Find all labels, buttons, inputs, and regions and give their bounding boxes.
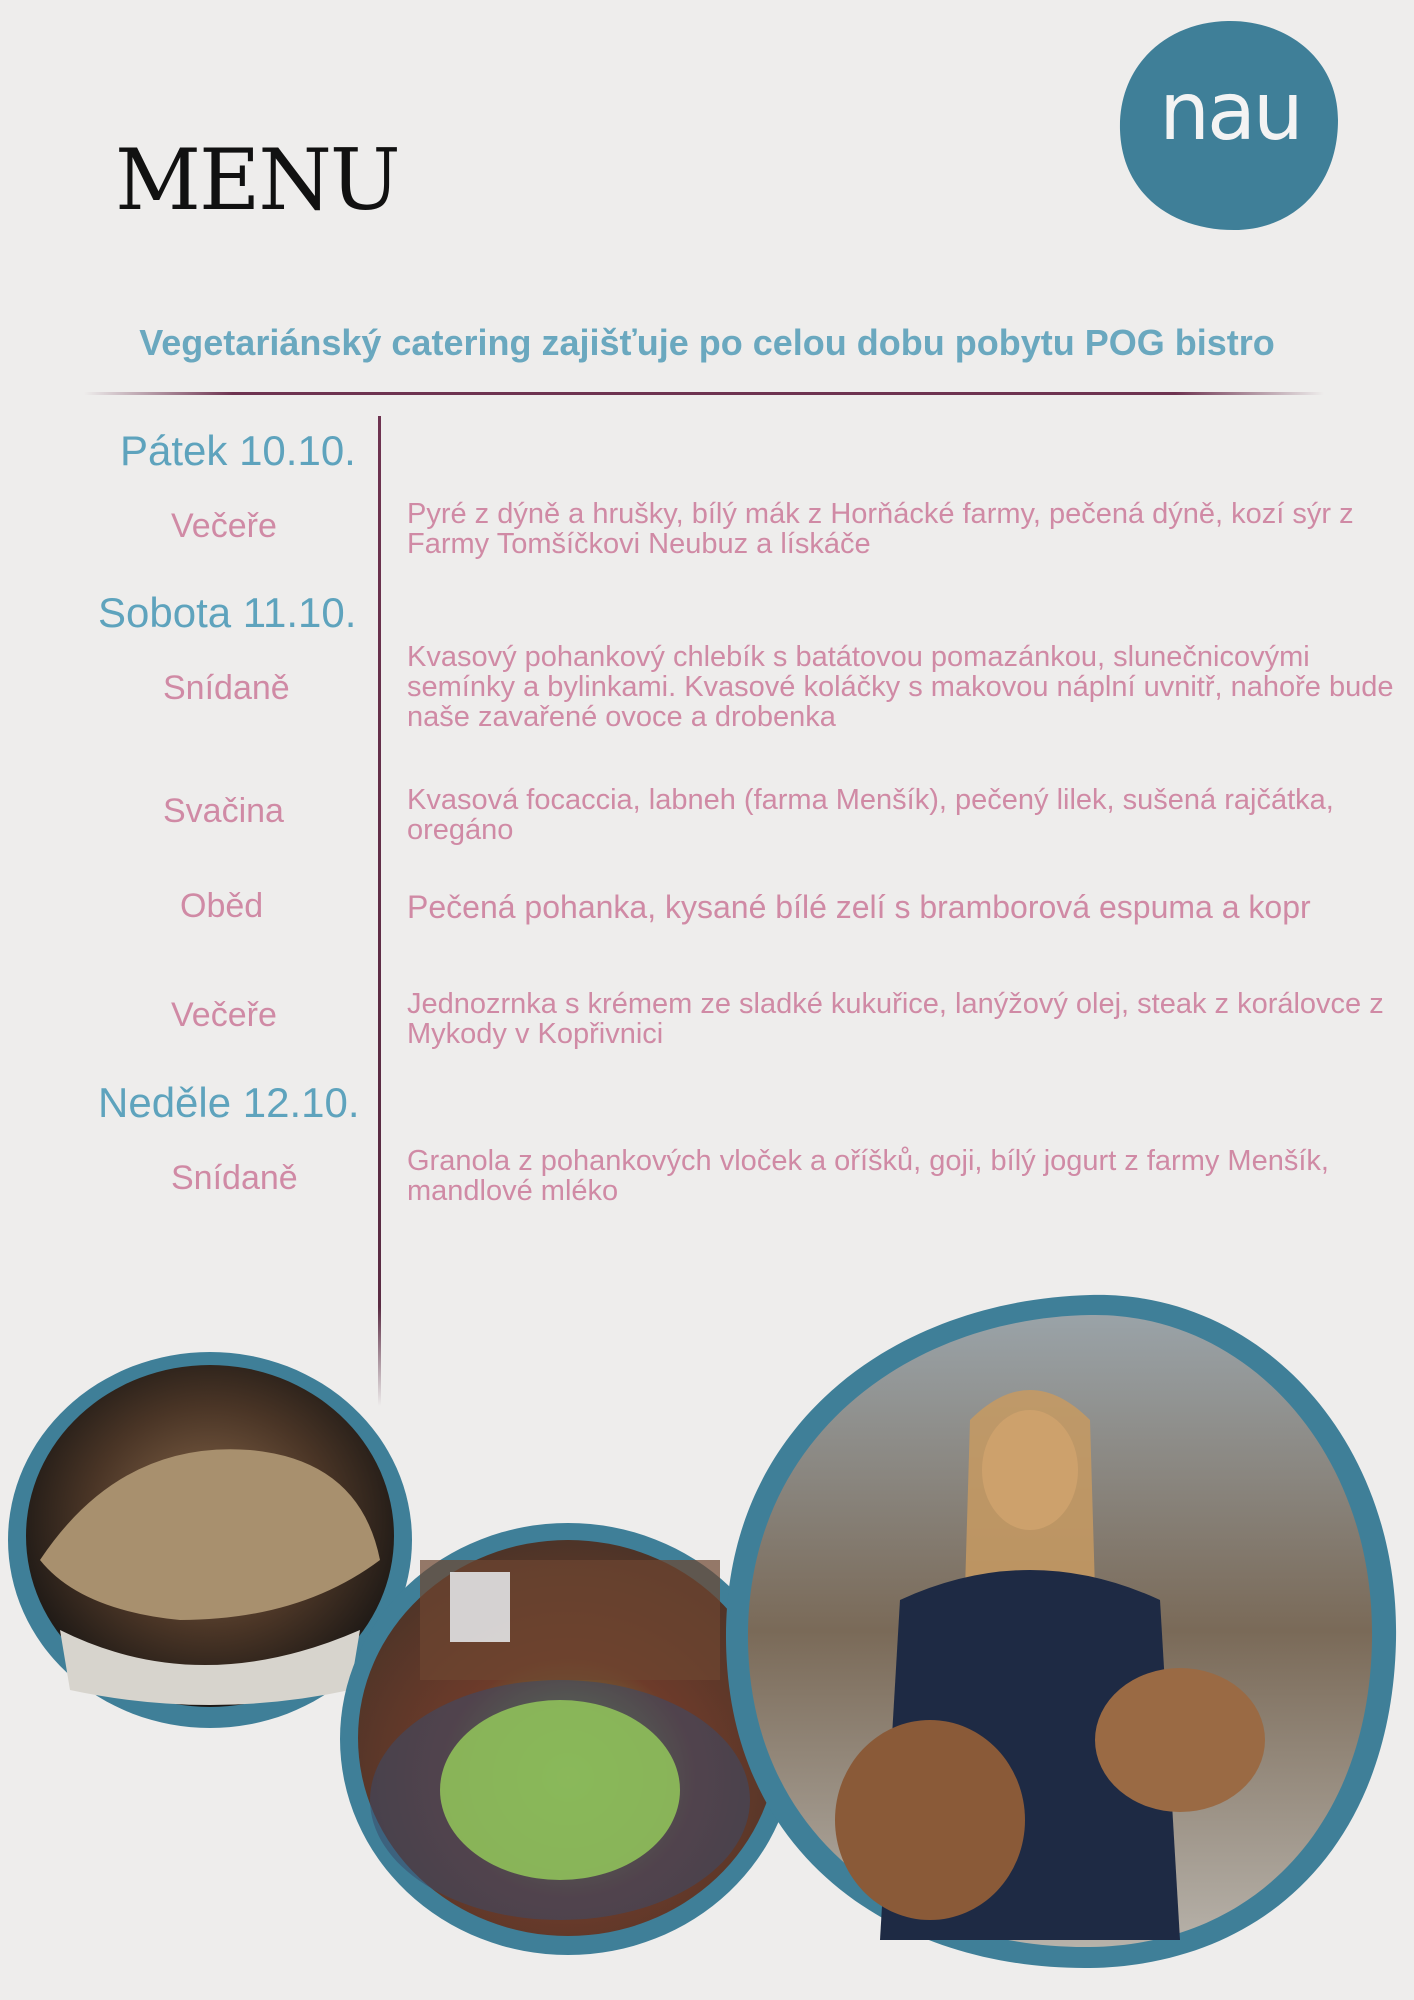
header-divider <box>84 392 1324 395</box>
dish-saturday-dinner: Jednozrnka s krémem ze sladké kukuřice, lanýžový olej, steak z korálovce z Mykody v Kopřivnici <box>407 988 1384 1050</box>
meal-label-saturday-dinner: Večeře <box>171 996 277 1034</box>
day-heading-saturday: Sobota 11.10. <box>98 589 357 636</box>
dish-sunday-breakfast: Granola z pohankových vloček a oříšků, goji, bílý jogurt z farmy Menšík, mandlové mléko <box>407 1145 1329 1207</box>
photo-collage <box>0 1290 1414 2000</box>
day-heading-friday: Pátek 10.10. <box>120 427 356 474</box>
meal-label-friday-dinner: Večeře <box>171 507 277 545</box>
dish-friday-dinner: Pyré z dýně a hrušky, bílý mák z Horňácké farmy, pečená dýně, kozí sýr z Farmy Tomšíčkovi Neubuz a lískáče <box>407 498 1354 560</box>
meal-label-saturday-breakfast: Snídaně <box>163 669 290 707</box>
dish-saturday-lunch: Pečená pohanka, kysané bílé zelí s bramborová espuma a kopr <box>407 889 1311 925</box>
meal-label-saturday-lunch: Oběd <box>180 887 264 925</box>
day-heading-sunday: Neděle 12.10. <box>98 1079 360 1126</box>
menu-title: MENU <box>115 131 399 229</box>
nau-logo-text: nau <box>1159 65 1301 158</box>
salad-bowl-photo-icon <box>340 1523 796 1955</box>
dish-saturday-breakfast: Kvasový pohankový chlebík s batátovou pomazánkou, slunečnicovými semínky a bylinkami. Kvasové koláčky s makovou náplní uvnitř, nahoře bude naše zavařené ovoce a drobenka <box>407 641 1394 733</box>
meal-label-sunday-breakfast: Snídaně <box>171 1159 298 1197</box>
catering-subtitle: Vegetariánský catering zajišťuje po celou dobu pobytu POG bistro <box>139 322 1275 363</box>
menu-vertical-divider <box>378 416 381 1406</box>
meal-label-saturday-snack: Svačina <box>163 792 284 830</box>
woman-with-bread-photo-icon <box>726 1295 1396 1968</box>
dish-saturday-snack: Kvasová focaccia, labneh (farma Menšík), pečený lilek, sušená rajčátka, oregáno <box>407 784 1334 846</box>
